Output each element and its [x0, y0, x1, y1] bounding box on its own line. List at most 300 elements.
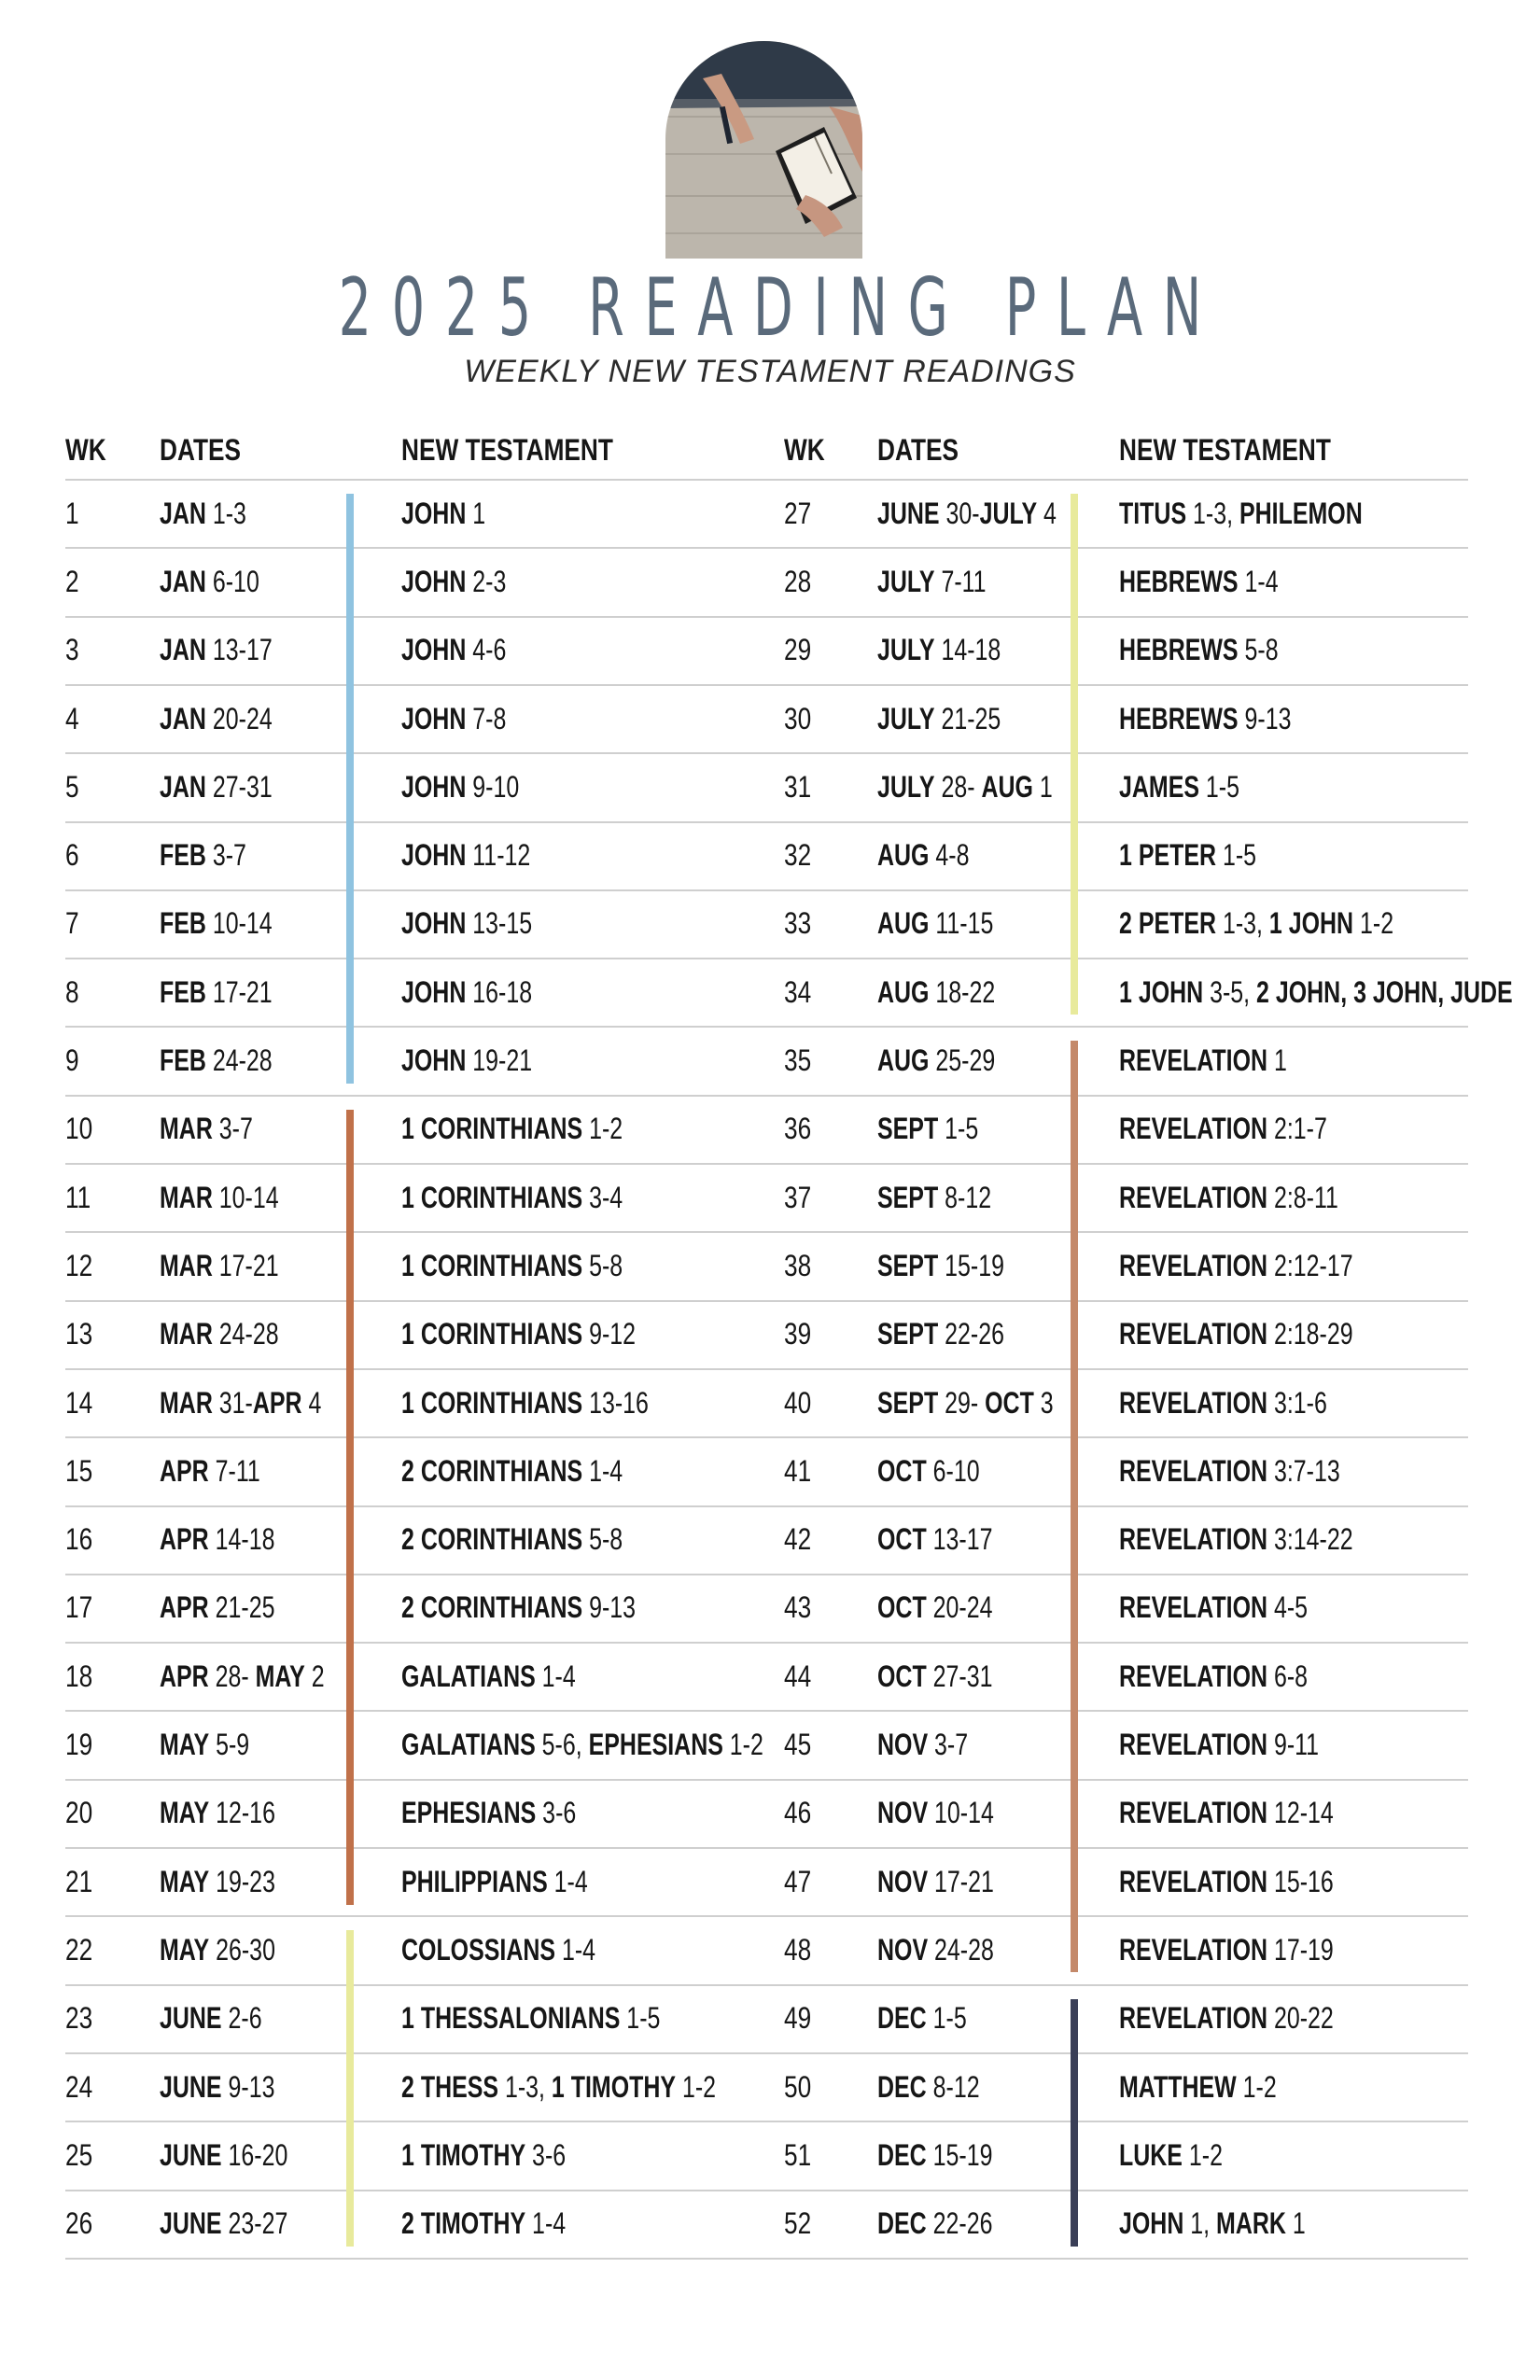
bold-label: SEPT — [877, 1249, 939, 1282]
week-number: 22 — [65, 1933, 93, 1967]
range-text: 1-4 — [1238, 565, 1279, 598]
week-number: 24 — [65, 2070, 93, 2104]
week-number: 51 — [784, 2138, 812, 2172]
week-dates — [160, 1648, 325, 1704]
bold-label: NOV — [877, 1728, 929, 1761]
week-reading — [401, 1375, 649, 1431]
week-reading — [401, 827, 530, 883]
row-divider — [65, 1847, 1468, 1849]
week-dates — [877, 1990, 967, 2046]
bold-label: GALATIANS — [401, 1728, 536, 1761]
header-dates: DATES — [160, 433, 241, 467]
bold-label: HEBREWS — [1119, 565, 1239, 598]
bold-label: SEPT — [877, 1112, 939, 1145]
bold-label: GALATIANS — [401, 1659, 536, 1693]
bold-label: 2 PETER — [1119, 906, 1217, 940]
week-reading — [1119, 1511, 1353, 1567]
range-text: 3-7 — [928, 1728, 969, 1761]
week-reading — [401, 1579, 636, 1635]
range-text: 7-11 — [934, 565, 987, 598]
bold-label: 1 CORINTHIANS — [401, 1317, 583, 1351]
range-text: 8-12 — [938, 1181, 992, 1214]
bold-label: 1 TIMOTHY — [401, 2138, 526, 2172]
bold-label: 2 TIMOTHY — [401, 2206, 526, 2240]
header-dates-right: DATES — [877, 433, 959, 467]
week-reading — [1119, 759, 1239, 815]
range-text: 1-2 — [1236, 2070, 1277, 2104]
week-reading — [401, 895, 532, 951]
row-divider — [65, 1984, 1468, 1986]
week-number: 29 — [784, 633, 812, 666]
week-reading — [401, 964, 532, 1020]
bold-label: FEB — [160, 975, 206, 1009]
bold-label: MAR — [160, 1386, 213, 1420]
bold-label: JUNE — [877, 497, 940, 530]
week-number: 25 — [65, 2138, 93, 2172]
bold-label: NOV — [877, 1865, 929, 1898]
week-dates — [877, 1169, 991, 1225]
range-text: 27-31 — [205, 770, 273, 804]
week-dates — [160, 1785, 275, 1841]
week-reading — [401, 2195, 566, 2251]
week-reading — [401, 2127, 566, 2183]
week-reading — [1119, 691, 1291, 747]
week-number: 5 — [65, 770, 79, 804]
range-text: 12-14 — [1267, 1796, 1334, 1829]
range-text: 17-21 — [928, 1865, 994, 1898]
range-text: 5-8 — [1238, 633, 1279, 666]
bold-label: 2 CORINTHIANS — [401, 1590, 583, 1624]
row-divider — [65, 1710, 1468, 1712]
week-dates — [160, 1100, 253, 1156]
bold-label: DEC — [877, 2001, 927, 2035]
week-number: 3 — [65, 633, 79, 666]
week-dates — [160, 1511, 274, 1567]
bold-label: SEPT — [877, 1317, 939, 1351]
row-divider — [65, 1779, 1468, 1781]
range-text: 4 — [301, 1386, 322, 1420]
week-reading — [1119, 1443, 1340, 1499]
week-dates — [877, 759, 1053, 815]
bold-label: 1 TIMOTHY — [551, 2070, 677, 2104]
week-reading — [401, 1443, 623, 1499]
bold-label: REVELATION — [1119, 2001, 1268, 2035]
bold-label: REVELATION — [1119, 1865, 1268, 1898]
range-text: 22-26 — [938, 1317, 1004, 1351]
week-dates — [877, 1238, 1004, 1294]
week-dates — [160, 1579, 274, 1635]
row-divider — [65, 1505, 1468, 1507]
bold-label: JOHN — [401, 1043, 467, 1077]
week-number: 30 — [784, 702, 812, 735]
row-divider — [65, 821, 1468, 823]
week-reading — [401, 1169, 623, 1225]
bold-label: JOHN — [401, 975, 467, 1009]
week-reading — [1119, 1648, 1308, 1704]
week-dates — [160, 622, 273, 678]
range-text: 1, — [1183, 2206, 1217, 2240]
bold-label: OCT — [877, 1454, 927, 1488]
range-text: 7-8 — [466, 702, 507, 735]
range-text: 1-4 — [555, 1933, 596, 1967]
week-dates — [877, 1511, 992, 1567]
bold-label: JOHN — [401, 702, 467, 735]
range-text: 29- — [938, 1386, 986, 1420]
week-reading — [401, 1648, 576, 1704]
row-divider — [65, 1642, 1468, 1644]
header-week: WK — [65, 433, 106, 467]
bold-label: REVELATION — [1119, 1454, 1268, 1488]
range-text: 5-8 — [582, 1522, 623, 1556]
bold-label: JAN — [160, 565, 206, 598]
range-text: 1-2 — [582, 1112, 623, 1145]
range-text: 22-26 — [926, 2206, 993, 2240]
week-dates — [160, 1716, 249, 1772]
bold-label: REVELATION — [1119, 1728, 1268, 1761]
week-number: 6 — [65, 838, 79, 872]
week-reading — [401, 691, 506, 747]
week-reading — [401, 485, 485, 541]
row-divider — [65, 752, 1468, 754]
week-number: 2 — [65, 565, 79, 598]
week-reading — [1119, 485, 1363, 541]
bold-label: MAY — [160, 1796, 210, 1829]
week-dates — [877, 1716, 968, 1772]
bold-label: REVELATION — [1119, 1112, 1268, 1145]
week-number: 11 — [65, 1181, 91, 1214]
range-text: 1-5 — [620, 2001, 661, 2035]
bold-label: REVELATION — [1119, 1386, 1268, 1420]
week-number: 1 — [65, 497, 79, 530]
bold-label: COLOSSIANS — [401, 1933, 556, 1967]
row-divider — [65, 1574, 1468, 1575]
week-number: 9 — [65, 1043, 79, 1077]
week-reading — [1119, 2127, 1223, 2183]
week-reading — [1119, 1579, 1308, 1635]
range-text: 17-19 — [1267, 1933, 1334, 1967]
range-text: 9-10 — [466, 770, 520, 804]
range-text: 20-24 — [926, 1590, 993, 1624]
week-dates — [160, 1238, 279, 1294]
bold-label: DEC — [877, 2206, 927, 2240]
range-text: 1-4 — [547, 1865, 588, 1898]
week-reading — [1119, 1922, 1334, 1978]
week-number: 49 — [784, 2001, 812, 2035]
bold-label: JUNE — [160, 2070, 222, 2104]
bold-label: REVELATION — [1119, 1522, 1268, 1556]
week-number: 38 — [784, 1249, 812, 1282]
week-number: 46 — [784, 1796, 812, 1829]
week-reading — [401, 1854, 588, 1910]
range-text: 2:1-7 — [1267, 1112, 1327, 1145]
bold-label: JOHN — [401, 906, 467, 940]
week-reading — [401, 1716, 763, 1772]
week-dates — [160, 1854, 275, 1910]
week-number: 16 — [65, 1522, 93, 1556]
range-text: 12-16 — [209, 1796, 275, 1829]
range-text: 3 — [1033, 1386, 1054, 1420]
range-text: 1-3, — [1216, 906, 1269, 940]
row-divider — [65, 958, 1468, 959]
range-text: 1-5 — [926, 2001, 967, 2035]
range-text: 24-28 — [205, 1043, 273, 1077]
week-reading — [401, 1922, 595, 1978]
section-bar — [1071, 1999, 1078, 2247]
bold-label: HEBREWS — [1119, 633, 1239, 666]
bold-label: PHILEMON — [1239, 497, 1363, 530]
bold-label: JUNE — [160, 2138, 222, 2172]
bold-label: AUG — [877, 906, 930, 940]
range-text: 17-21 — [212, 1249, 279, 1282]
range-text: 1-3 — [205, 497, 246, 530]
range-text: 1 — [1032, 770, 1053, 804]
row-divider — [65, 1026, 1468, 1028]
bold-label: MAY — [255, 1659, 305, 1693]
week-number: 20 — [65, 1796, 93, 1829]
week-reading — [401, 1511, 623, 1567]
week-reading — [401, 1785, 576, 1841]
week-number: 12 — [65, 1249, 93, 1282]
section-bar — [1071, 1041, 1078, 1972]
range-text: 14-18 — [208, 1522, 275, 1556]
week-reading — [1119, 1032, 1287, 1088]
range-text: 24-28 — [928, 1933, 994, 1967]
bold-label: SEPT — [877, 1181, 939, 1214]
week-dates — [160, 1990, 262, 2046]
bold-label: LUKE — [1119, 2138, 1183, 2172]
week-number: 7 — [65, 906, 79, 940]
bold-label: 1 CORINTHIANS — [401, 1249, 583, 1282]
range-text: 1-2 — [722, 1728, 763, 1761]
bold-label: JULY — [877, 770, 935, 804]
bold-label: NOV — [877, 1796, 929, 1829]
bold-label: JOHN — [401, 770, 467, 804]
week-dates — [877, 622, 1001, 678]
range-text: 13-17 — [926, 1522, 993, 1556]
range-text: 6-10 — [926, 1454, 980, 1488]
bold-label: 2 CORINTHIANS — [401, 1454, 583, 1488]
bold-label: JAN — [160, 633, 206, 666]
week-reading — [1119, 1785, 1334, 1841]
bold-label: EPHESIANS — [401, 1796, 537, 1829]
week-dates — [160, 1443, 260, 1499]
week-dates — [160, 1922, 275, 1978]
range-text: 25-29 — [929, 1043, 996, 1077]
range-text: 3-7 — [212, 1112, 253, 1145]
bold-label: 1 THESSALONIANS — [401, 2001, 621, 2035]
week-dates — [877, 2059, 980, 2115]
week-number: 4 — [65, 702, 79, 735]
bold-label: REVELATION — [1119, 1043, 1268, 1077]
bold-label: OCT — [877, 1590, 927, 1624]
row-divider — [65, 2258, 1468, 2260]
range-text: 3:7-13 — [1267, 1454, 1340, 1488]
range-text: 28- — [208, 1659, 256, 1693]
week-dates — [160, 691, 273, 747]
header-new-testament-right: NEW TESTAMENT — [1119, 433, 1331, 467]
week-dates — [160, 2127, 287, 2183]
bold-label: MAR — [160, 1112, 213, 1145]
week-dates — [160, 759, 273, 815]
range-text: 1 — [466, 497, 486, 530]
week-number: 44 — [784, 1659, 812, 1693]
bold-label: 1 CORINTHIANS — [401, 1386, 583, 1420]
range-text: 1-5 — [938, 1112, 979, 1145]
week-number: 26 — [65, 2206, 93, 2240]
bold-label: PHILIPPIANS — [401, 1865, 548, 1898]
range-text: 14-18 — [934, 633, 1001, 666]
week-dates — [877, 1032, 995, 1088]
bold-label: JOHN — [401, 565, 467, 598]
bold-label: REVELATION — [1119, 1590, 1268, 1624]
bold-label: JULY — [979, 497, 1038, 530]
range-text: 9-12 — [582, 1317, 637, 1351]
range-text: 6-8 — [1267, 1659, 1309, 1693]
section-bar — [346, 494, 354, 1084]
week-reading — [1119, 1100, 1327, 1156]
bold-label: AUG — [877, 975, 930, 1009]
range-text: 4-6 — [466, 633, 507, 666]
week-number: 19 — [65, 1728, 93, 1761]
bold-label: FEB — [160, 1043, 206, 1077]
range-text: 1 — [1267, 1043, 1287, 1077]
week-number: 32 — [784, 838, 812, 872]
row-divider — [65, 1368, 1468, 1370]
range-text: 5-6, — [535, 1728, 589, 1761]
row-divider — [65, 2052, 1468, 2054]
range-text: 16-20 — [221, 2138, 288, 2172]
range-text: 3:14-22 — [1267, 1522, 1353, 1556]
week-reading — [401, 622, 506, 678]
plan-title: 2025 READING PLAN — [338, 261, 1222, 355]
bold-label: DEC — [877, 2070, 927, 2104]
week-number: 35 — [784, 1043, 812, 1077]
range-text: 15-16 — [1267, 1865, 1334, 1898]
week-reading — [1119, 895, 1393, 951]
week-dates — [160, 1375, 321, 1431]
week-number: 31 — [784, 770, 812, 804]
bold-label: SEPT — [877, 1386, 939, 1420]
week-reading — [401, 2059, 716, 2115]
bold-label: APR — [160, 1522, 209, 1556]
range-text: 1-4 — [535, 1659, 576, 1693]
week-number: 52 — [784, 2206, 812, 2240]
range-text: 9-13 — [582, 1590, 637, 1624]
week-dates — [877, 553, 987, 609]
bold-label: 1 JOHN — [1268, 906, 1354, 940]
row-divider — [65, 616, 1468, 618]
range-text: 26-30 — [209, 1933, 275, 1967]
range-text: 4 — [1037, 497, 1057, 530]
bold-label: FEB — [160, 906, 206, 940]
week-dates — [877, 1100, 978, 1156]
week-dates — [877, 964, 995, 1020]
range-text: 16-18 — [466, 975, 533, 1009]
week-dates — [160, 485, 246, 541]
range-text: 2:18-29 — [1267, 1317, 1353, 1351]
week-dates — [877, 1375, 1054, 1431]
week-number: 33 — [784, 906, 812, 940]
bold-label: JOHN — [401, 497, 467, 530]
week-reading — [1119, 1716, 1319, 1772]
range-text: 11-12 — [466, 838, 531, 872]
bold-label: APR — [160, 1454, 209, 1488]
range-text: 1-3, — [1186, 497, 1239, 530]
week-dates — [160, 1306, 279, 1362]
week-dates — [877, 1306, 1004, 1362]
week-dates — [877, 1648, 992, 1704]
week-reading — [1119, 1375, 1327, 1431]
bold-label: MAY — [160, 1865, 210, 1898]
row-divider — [65, 684, 1468, 686]
range-text: 3-6 — [536, 1796, 577, 1829]
bold-label: JAMES — [1119, 770, 1199, 804]
range-text: 23-27 — [221, 2206, 288, 2240]
range-text: 1-2 — [676, 2070, 717, 2104]
week-number: 13 — [65, 1317, 93, 1351]
week-number: 39 — [784, 1317, 812, 1351]
bold-label: MAR — [160, 1317, 213, 1351]
week-number: 27 — [784, 497, 812, 530]
range-text: 3-7 — [205, 838, 246, 872]
week-number: 10 — [65, 1112, 93, 1145]
week-dates — [160, 895, 273, 951]
bold-label: JAN — [160, 497, 206, 530]
range-text: 21-25 — [934, 702, 1001, 735]
bold-label: HEBREWS — [1119, 702, 1239, 735]
week-number: 8 — [65, 975, 79, 1009]
range-text: 10-14 — [928, 1796, 994, 1829]
range-text: 1-2 — [1182, 2138, 1223, 2172]
week-number: 14 — [65, 1386, 93, 1420]
bold-label: REVELATION — [1119, 1181, 1268, 1214]
range-text: 1 — [1285, 2206, 1306, 2240]
bold-label: 1 CORINTHIANS — [401, 1181, 583, 1214]
week-dates — [160, 553, 259, 609]
week-number: 23 — [65, 2001, 93, 2035]
week-reading — [401, 1990, 660, 2046]
bold-label: JAN — [160, 770, 206, 804]
bold-label: JUNE — [160, 2206, 222, 2240]
range-text: 1-4 — [582, 1454, 623, 1488]
bold-label: OCT — [877, 1659, 927, 1693]
range-text: 2:12-17 — [1267, 1249, 1353, 1282]
range-text: 28- — [934, 770, 982, 804]
week-reading — [401, 1100, 623, 1156]
bold-label: MATTHEW — [1119, 2070, 1237, 2104]
header-week-right: WK — [784, 433, 825, 467]
week-dates — [877, 1579, 992, 1635]
week-number: 18 — [65, 1659, 93, 1693]
row-divider — [65, 1915, 1468, 1917]
bold-label: JOHN — [401, 838, 467, 872]
row-divider — [65, 1436, 1468, 1438]
week-reading — [401, 1238, 623, 1294]
week-dates — [877, 1785, 994, 1841]
week-dates — [160, 827, 246, 883]
row-divider — [65, 2121, 1468, 2122]
bold-label: 2 JOHN, 3 JOHN, JUDE — [1256, 975, 1513, 1009]
week-number: 47 — [784, 1865, 812, 1898]
bold-label: MAR — [160, 1181, 213, 1214]
week-reading — [1119, 553, 1279, 609]
range-text: 1-2 — [1353, 906, 1394, 940]
week-number: 37 — [784, 1181, 812, 1214]
range-text: 5-8 — [582, 1249, 623, 1282]
range-text: 3-5, — [1203, 975, 1257, 1009]
bold-label: 1 JOHN — [1119, 975, 1204, 1009]
range-text: 3-6 — [525, 2138, 567, 2172]
